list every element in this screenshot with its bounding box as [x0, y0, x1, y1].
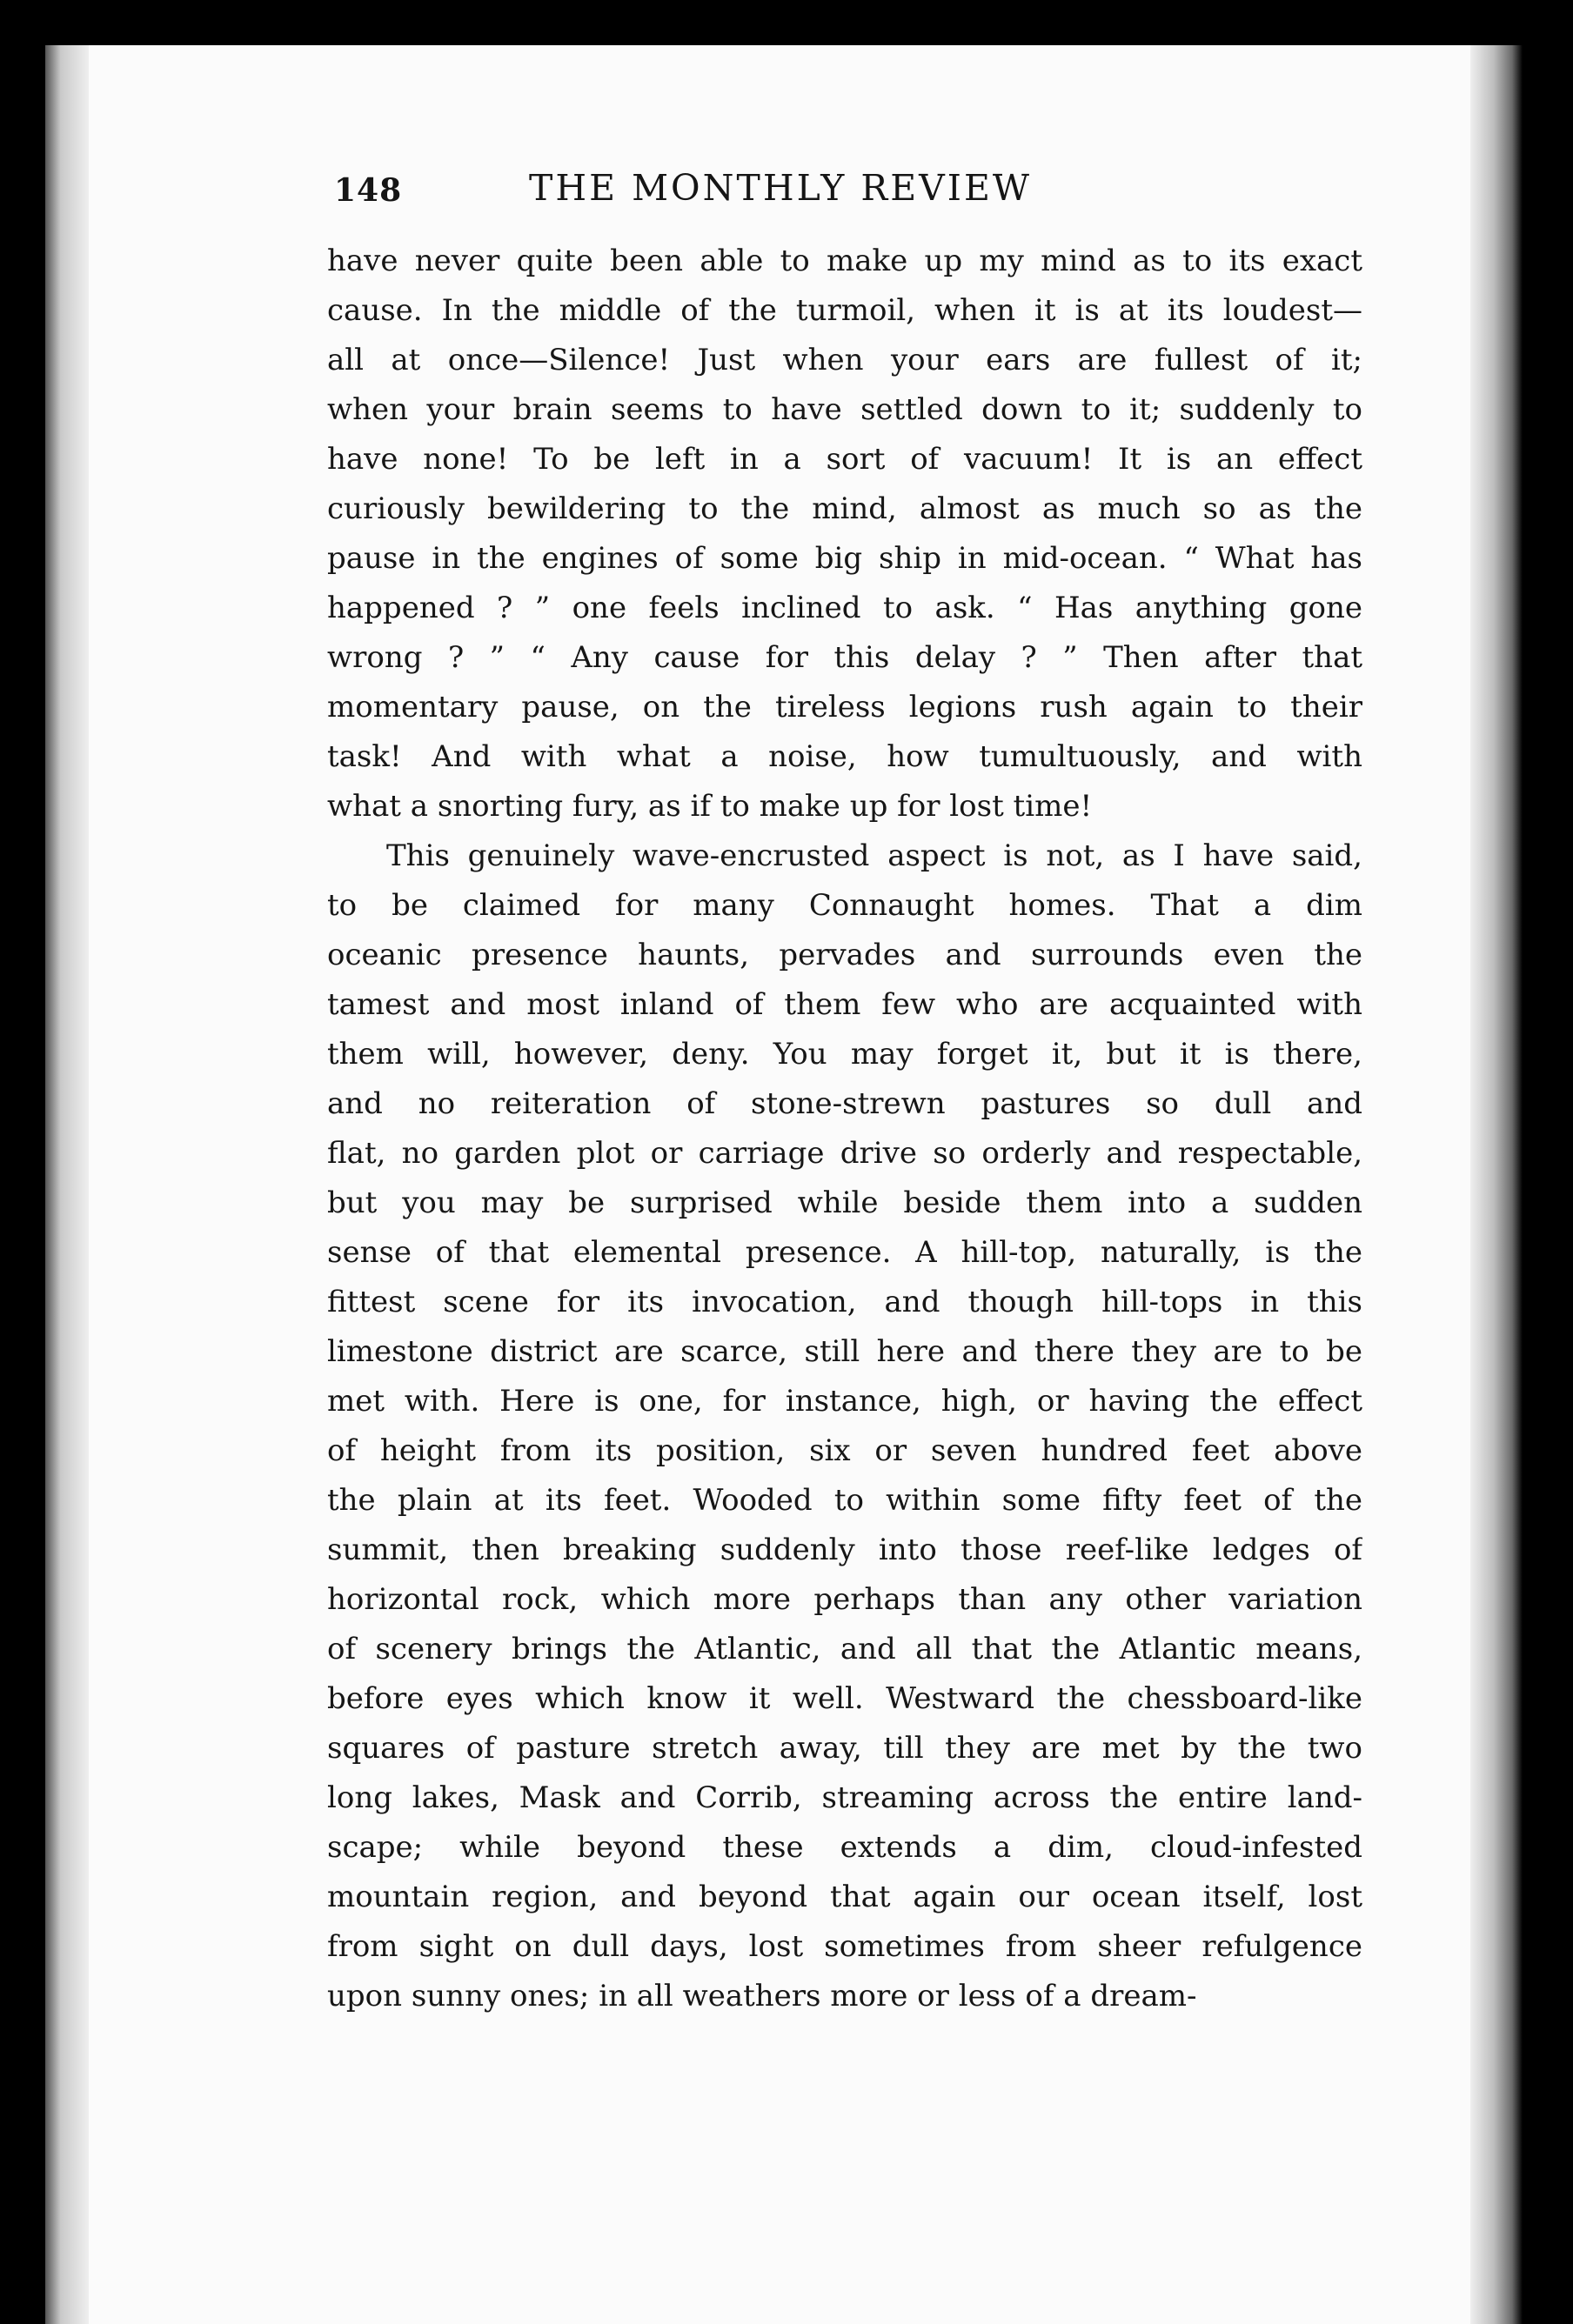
page-number: 148: [334, 172, 403, 209]
text-line: tamest and most inland of them few who are acquainted with: [327, 987, 1362, 1022]
text-line: task! And with what a noise, how tumultuously, and with: [327, 739, 1362, 774]
text-line: This genuinely wave-encrusted aspect is not, as I have said,: [386, 838, 1362, 873]
text-line: sense of that elemental presence. A hill-top, naturally, is the: [327, 1235, 1362, 1270]
text-line: of height from its position, six or seven hundred feet above: [327, 1433, 1362, 1468]
text-line: have none! To be left in a sort of vacuum! It is an effect: [327, 442, 1362, 477]
page-edge-right: [1470, 45, 1523, 2324]
text-line: pause in the engines of some big ship in mid-ocean. “ What has: [327, 541, 1362, 576]
text-line: momentary pause, on the tireless legions rush again to their: [327, 690, 1362, 725]
text-line: to be claimed for many Connaught homes. That a dim: [327, 888, 1362, 923]
text-line: happened ? ” one feels inclined to ask. “ Has anything gone: [327, 591, 1362, 625]
paragraph: [327, 831, 1362, 2021]
text-line: of scenery brings the Atlantic, and all that the Atlantic means,: [327, 1632, 1362, 1666]
text-line: all at once—Silence! Just when your ears are fullest of it;: [327, 343, 1362, 377]
text-line: flat, no garden plot or carriage drive so orderly and respectable,: [327, 1136, 1362, 1171]
text-line: squares of pasture stretch away, till they are met by the two: [327, 1731, 1362, 1766]
body-text: [327, 237, 1362, 2021]
text-line: cause. In the middle of the turmoil, when it is at its loudest—: [327, 293, 1362, 328]
page-header: [334, 167, 1152, 223]
text-line: the plain at its feet. Wooded to within some fifty feet of the: [327, 1483, 1362, 1518]
text-line: horizontal rock, which more perhaps than any other variation: [327, 1582, 1362, 1617]
text-line: what a snorting fury, as if to make up for lost time!: [327, 789, 1093, 824]
text-line: met with. Here is one, for instance, high, or having the effect: [327, 1384, 1362, 1419]
text-line: curiously bewildering to the mind, almost as much so as the: [327, 491, 1362, 526]
text-line: from sight on dull days, lost sometimes from sheer refulgence: [327, 1929, 1362, 1964]
text-line: before eyes which know it well. Westward the chessboard-like: [327, 1681, 1362, 1716]
running-title: THE MONTHLY REVIEW: [529, 167, 1033, 209]
paragraph: [327, 237, 1362, 831]
text-line: fittest scene for its invocation, and though hill-tops in this: [327, 1285, 1362, 1319]
text-line: wrong ? ” “ Any cause for this delay ? ” Then after that: [327, 640, 1362, 675]
text-line: them will, however, deny. You may forget it, but it is there,: [327, 1037, 1362, 1072]
text-line: but you may be surprised while beside them into a sudden: [327, 1185, 1362, 1220]
text-line: when your brain seems to have settled down to it; suddenly to: [327, 392, 1362, 427]
text-line: summit, then breaking suddenly into those reef-like ledges of: [327, 1533, 1362, 1567]
text-line: limestone district are scarce, still here and there they are to be: [327, 1334, 1362, 1369]
text-line: have never quite been able to make up my mind as to its exact: [327, 244, 1362, 278]
text-line: scape; while beyond these extends a dim, cloud-infested: [327, 1830, 1362, 1865]
text-line: and no reiteration of stone-strewn pastures so dull and: [327, 1086, 1362, 1121]
text-line: long lakes, Mask and Corrib, streaming across the entire land-: [327, 1780, 1362, 1815]
text-line: oceanic presence haunts, pervades and surrounds even the: [327, 938, 1362, 972]
text-line: mountain region, and beyond that again our ocean itself, lost: [327, 1880, 1362, 1914]
page-gutter-left: [45, 45, 89, 2324]
text-line: upon sunny ones; in all weathers more or less of a dream-: [327, 1979, 1197, 2013]
